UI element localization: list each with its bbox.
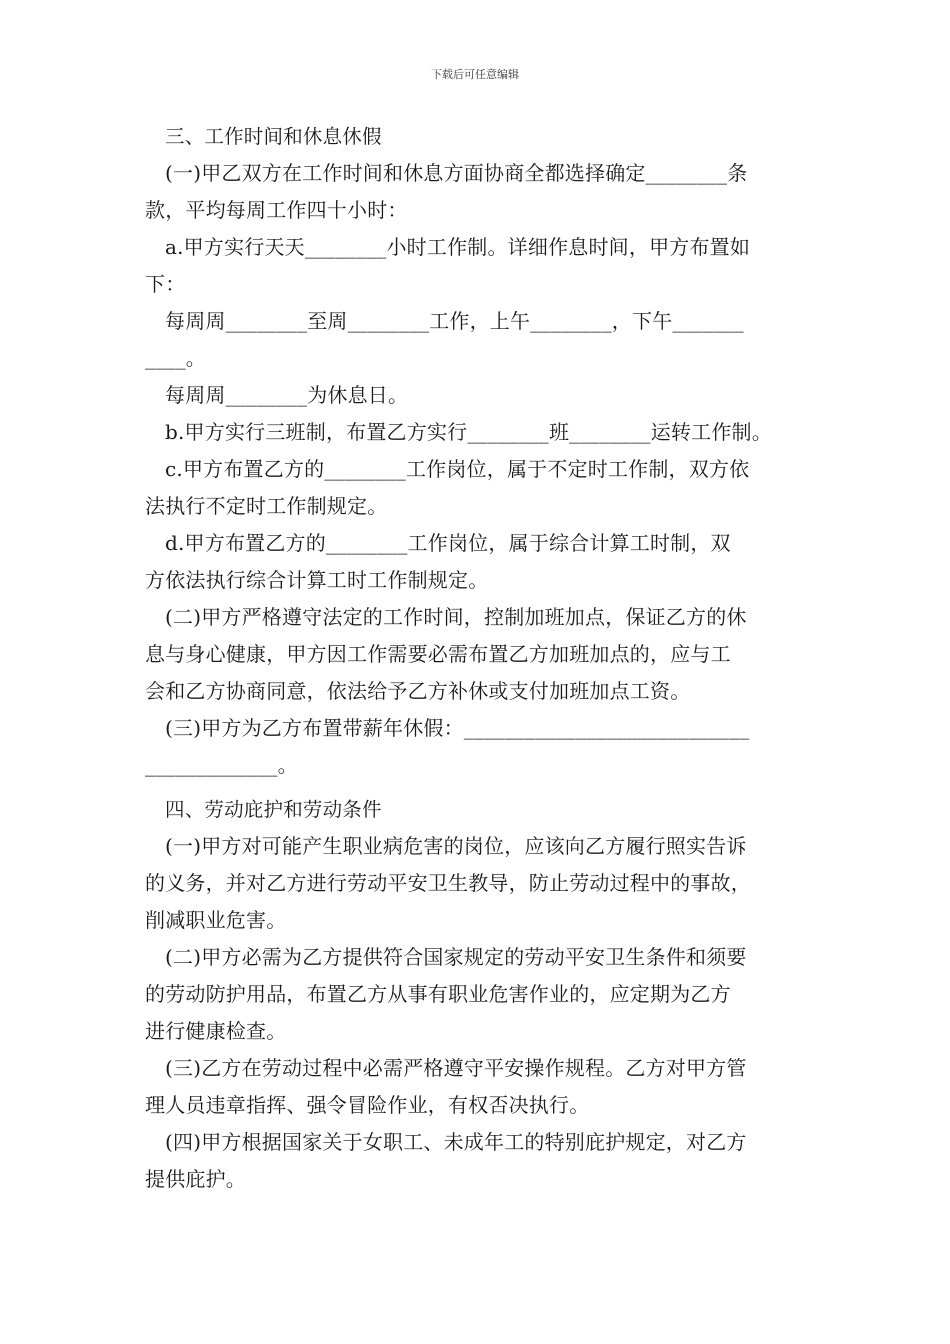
paragraph-line: 提供庇护。 bbox=[145, 1167, 246, 1191]
paragraph-line: b.甲方实行三班制，布置乙方实行________班________运转工作制。 bbox=[165, 420, 772, 444]
paragraph-line: (一)甲方对可能产生职业病危害的岗位，应该向乙方履行照实告诉 bbox=[165, 834, 747, 858]
paragraph-line: a.甲方实行天天________小时工作制。详细作息时间，甲方布置如 bbox=[165, 235, 751, 259]
paragraph-line: (三)乙方在劳动过程中必需严格遵守平安操作规程。乙方对甲方管 bbox=[165, 1056, 747, 1080]
paragraph-line: 每周周________为休息日。 bbox=[165, 383, 409, 407]
paragraph-line: ____。 bbox=[145, 346, 206, 370]
paragraph-line: (二)甲方严格遵守法定的工作时间，控制加班加点，保证乙方的休 bbox=[165, 605, 747, 629]
paragraph-line: 方依法执行综合计算工时工作制规定。 bbox=[145, 568, 489, 592]
paragraph-line: c.甲方布置乙方的________工作岗位，属于不定时工作制，双方依 bbox=[165, 457, 750, 481]
document-body bbox=[145, 119, 835, 1198]
paragraph-line: 法执行不定时工作制规定。 bbox=[145, 494, 388, 518]
paragraph-line: (二)甲方必需为乙方提供符合国家规定的劳动平安卫生条件和须要 bbox=[165, 945, 747, 969]
paragraph-line: 款，平均每周工作四十小时： bbox=[145, 198, 408, 222]
paragraph-line: 的义务，并对乙方进行劳动平安卫生教导，防止劳动过程中的事故， bbox=[145, 871, 751, 895]
paragraph-line: 下： bbox=[145, 272, 186, 296]
paragraph-line: 削减职业危害。 bbox=[145, 908, 287, 932]
paragraph-line: 理人员违章指挥、强令冒险作业，有权否决执行。 bbox=[145, 1093, 590, 1117]
paragraph-line: (一)甲乙双方在工作时间和休息方面协商全都选择确定________条 bbox=[165, 161, 748, 185]
paragraph-line: d.甲方布置乙方的________工作岗位，属于综合计算工时制，双 bbox=[165, 531, 731, 555]
paragraph-line: 进行健康检查。 bbox=[145, 1019, 287, 1043]
paragraph-line: 会和乙方协商同意，依法给予乙方补休或支付加班加点工资。 bbox=[145, 679, 691, 703]
paragraph-line: 每周周________至周________工作，上午________，下午_______ bbox=[165, 309, 744, 333]
paragraph-line: (三)甲方为乙方布置带薪年休假：____________________________ bbox=[165, 716, 750, 740]
section-heading: 四、劳动庇护和劳动条件 bbox=[165, 798, 382, 821]
paragraph-line: 息与身心健康，甲方因工作需要必需布置乙方加班加点的，应与工 bbox=[145, 642, 731, 666]
section-heading: 三、工作时间和休息休假 bbox=[165, 125, 382, 148]
paragraph-line: 的劳动防护用品，布置乙方从事有职业危害作业的，应定期为乙方 bbox=[145, 982, 731, 1006]
paragraph-spacer bbox=[145, 784, 835, 792]
page-header: 下载后可任意编辑 bbox=[431, 68, 519, 81]
paragraph-line: (四)甲方根据国家关于女职工、未成年工的特别庇护规定，对乙方 bbox=[165, 1130, 747, 1154]
paragraph-line: _____________。 bbox=[145, 753, 298, 777]
